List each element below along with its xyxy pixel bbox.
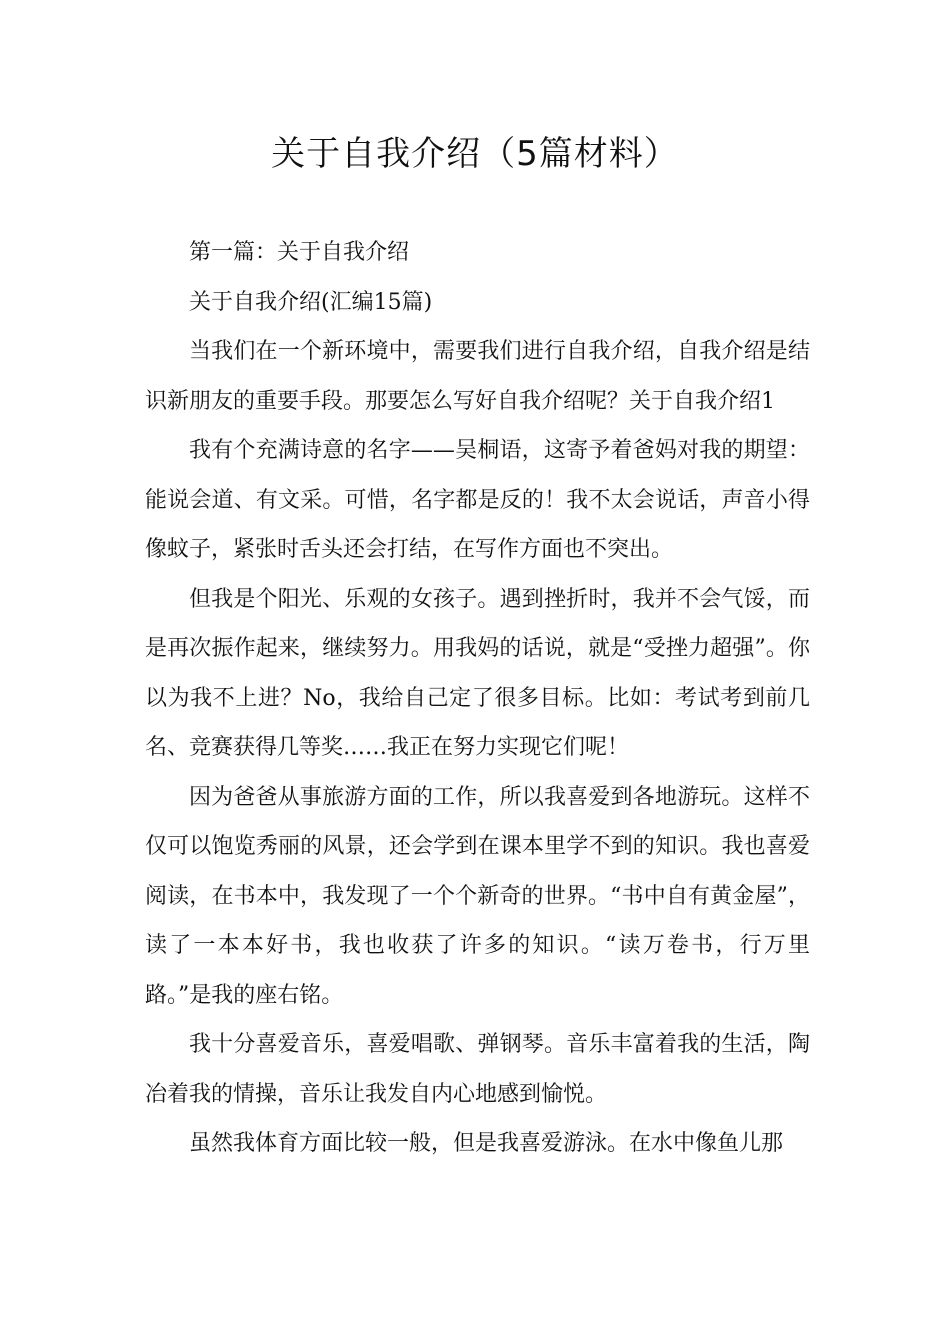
paragraph-section-heading: 第一篇：关于自我介绍: [189, 240, 410, 265]
paragraph: 虽然我体育方面比较一般，但是我喜爱游泳。在水中像鱼儿那: [189, 1131, 784, 1156]
paragraph: 但我是个阳光、乐观的女孩子。遇到挫折时，我并不会气馁，而是再次振作起来，继续努力。用我妈的话说，就是“受挫力超强”。你以为我不上进？No，我给自己定了很多目标。比如：考试考到前几名、竞赛获得几等奖……我正在努力实现它们呢！: [145, 586, 810, 760]
paragraph: 我有个充满诗意的名字——吴桐语，这寄予着爸妈对我的期望：能说会道、有文采。可惜，名字都是反的！我不太会说话，声音小得像蚊子，紧张时舌头还会打结，在写作方面也不突出。: [145, 438, 810, 562]
document-body: [145, 228, 810, 1169]
paragraph-subtitle: 关于自我介绍(汇编15篇): [189, 289, 433, 315]
paragraph: 我十分喜爱音乐，喜爱唱歌、弹钢琴。音乐丰富着我的生活，陶冶着我的情操，音乐让我发自内心地感到愉悦。: [145, 1032, 810, 1107]
document-title: 关于自我介绍（5篇材料）: [271, 134, 679, 174]
paragraph: 因为爸爸从事旅游方面的工作，所以我喜爱到各地游玩。这样不仅可以饱览秀丽的风景，还会学到在课本里学不到的知识。我也喜爱阅读，在书本中，我发现了一个个新奇的世界。“书中自有黄金屋”，读了一本本好书，我也收获了许多的知识。“读万卷书，行万里路。”是我的座右铭。: [145, 784, 810, 1008]
paragraph: 当我们在一个新环境中，需要我们进行自我介绍，自我介绍是结识新朋友的重要手段。那要怎么写好自我介绍呢？关于自我介绍1: [145, 339, 810, 414]
